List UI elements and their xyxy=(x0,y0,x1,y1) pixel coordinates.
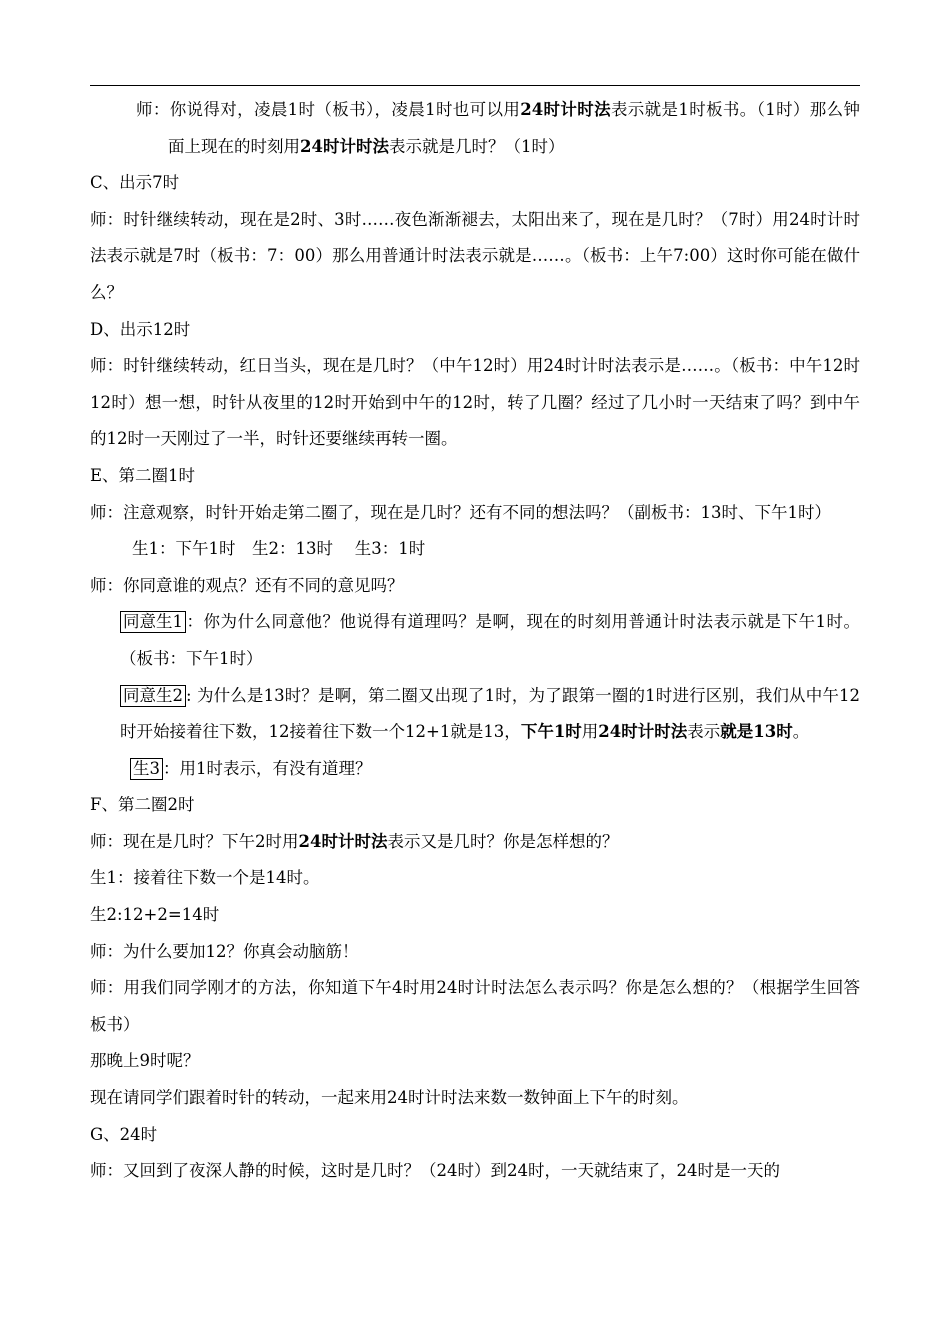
teacher-instruction: 现在请同学们跟着时针的转动，一起来用24时计时法来数一数钟面上下午的时刻。 xyxy=(90,1088,689,1108)
paragraph-agree-2 xyxy=(90,678,860,751)
paragraph-student-3 xyxy=(90,751,860,788)
text-segment: 表示 xyxy=(687,722,721,742)
text-segment: ：你为什么同意他？他说得有道理吗？是啊，现在的时刻用普通计时法表示就是下午1时。（板书：下午1时） xyxy=(120,612,860,668)
bold-term: 24时计时法 xyxy=(300,136,389,156)
section-heading-d: D、出示12时 xyxy=(90,319,191,339)
paragraph-d: 师：时针继续转动，红日当头，现在是几时？（中午12时）用24时计时法表示是……。（板书：中午12时 12时）想一想，时针从夜里的12时开始到中午的12时，转了几圈？经过了几小时一天结束了吗？到中午的12时一天刚过了一半，时针还要继续再转一圈。 xyxy=(90,356,860,449)
boxed-label: 生3 xyxy=(130,758,163,780)
text-segment: 表示就是几时？（1时） xyxy=(388,136,565,156)
teacher-question: 师：你同意谁的观点？还有不同的意见吗？ xyxy=(90,575,404,595)
student-2-answer: 生2:12+2=14时 xyxy=(90,905,220,925)
bold-term: 24时计时法 xyxy=(520,100,611,119)
paragraph-c: 师：时针继续转动，现在是2时、3时……夜色渐渐褪去，太阳出来了，现在是几时？（7时）用24时计时法表示就是7时（板书：7：00）那么用普通计时法表示就是……。（板书：上午7:00）这时你可能在做什么？ xyxy=(90,209,860,302)
text-segment: 表示又是几时？你是怎样想的？ xyxy=(387,831,619,851)
boxed-label: 同意生2 xyxy=(120,685,186,707)
teacher-question-4pm: 师：用我们同学刚才的方法，你知道下午4时用24时计时法怎么表示吗？你是怎么想的？（根据学生回答板书） xyxy=(90,978,860,1034)
bold-term: 24时计时法 xyxy=(298,831,388,851)
text-segment: ：用1时表示，有没有道理？ xyxy=(163,758,372,778)
text-segment: 师：现在是几时？下午2时用 xyxy=(90,831,299,851)
text-segment: 表示就是1时板书。（1时）那么钟面上现在的时刻用 xyxy=(168,100,860,156)
paragraph-agree-1 xyxy=(90,604,860,677)
text-segment: 。 xyxy=(792,722,810,742)
section-heading-f: F、第二圈2时 xyxy=(90,795,195,815)
section-heading-e: E、第二圈1时 xyxy=(90,465,196,485)
header-rule xyxy=(90,85,860,86)
paragraph-teacher-1am xyxy=(90,92,860,165)
paragraph-g: 师：又回到了夜深人静的时候，这时是几时？（24时）到24时，一天就结束了，24时是一天的 xyxy=(90,1161,780,1181)
section-heading-g: G、24时 xyxy=(90,1124,158,1144)
paragraph-f xyxy=(90,824,860,861)
bold-term: 下午1时 xyxy=(520,722,582,742)
teacher-question-9pm: 那晚上9时呢？ xyxy=(90,1051,200,1071)
students-answers: 生1：下午1时 生2：13时 生3：1时 xyxy=(132,539,426,559)
teacher-remark: 师：为什么要加12？你真会动脑筋！ xyxy=(90,941,359,961)
student-1-answer: 生1：接着往下数一个是14时。 xyxy=(90,868,320,888)
section-heading-c: C、出示7时 xyxy=(90,173,180,193)
paragraph-e: 师：注意观察，时针开始走第二圈了，现在是几时？还有不同的想法吗？（副板书：13时、下午1时） xyxy=(90,502,831,522)
bold-term: 就是13时 xyxy=(720,722,793,742)
boxed-label: 同意生1 xyxy=(120,611,186,633)
bold-term: 24时计时法 xyxy=(598,722,688,742)
document-body xyxy=(90,92,860,1190)
text-segment: 用 xyxy=(581,722,599,742)
text-segment: 师：你说得对，凌晨1时（板书），凌晨1时也可以用 xyxy=(136,100,521,119)
text-segment: : 为什么是13时？是啊，第二圈又出现了1时，为了跟第一圈的1时进行区别，我们从中午12时开始接着往下数，12接着往下数一个12+1就是13， xyxy=(120,685,860,742)
